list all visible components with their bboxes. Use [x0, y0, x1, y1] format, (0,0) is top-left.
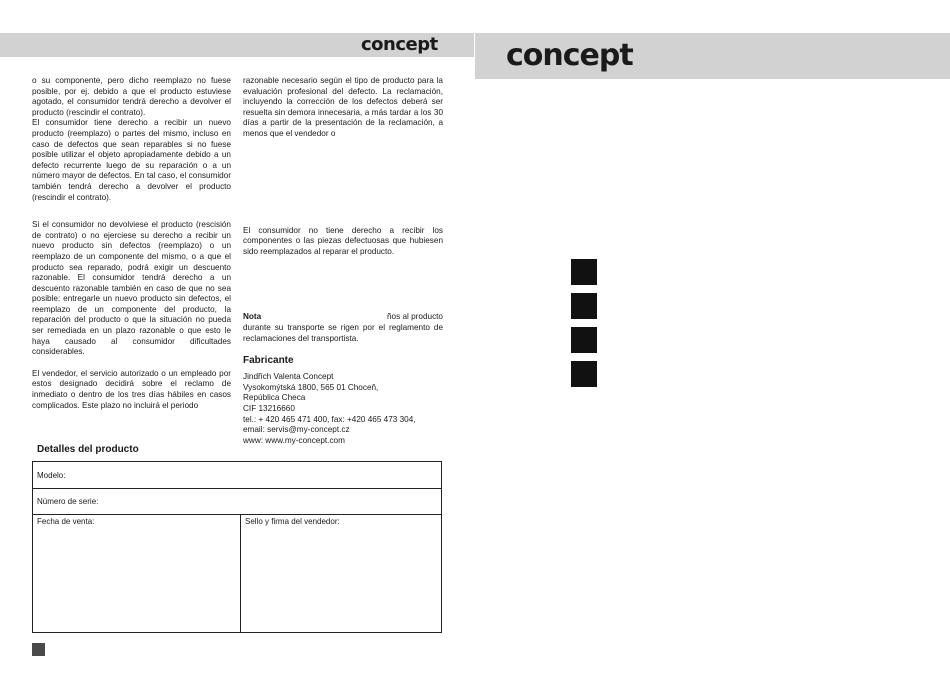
sale-stamp-row: [33, 514, 441, 633]
note-line: [243, 312, 443, 323]
address-line: República Checa: [243, 393, 306, 403]
paragraph: razonable necesario según el tipo de producto para la evaluación profesional del defecto. La reclamación, incluyendo la corrección de los defectos deberá ser resuelta sin demora innecesaria, a más tardar a los 30 días a partir de la presentación de la reclamación, a menos que el vendedor o: [243, 76, 443, 138]
black-square-3: [571, 327, 597, 353]
product-details-form: [32, 461, 442, 633]
seller-stamp-label: Sello y firma del vendedor:: [245, 517, 340, 526]
sale-date-label: Fecha de venta:: [37, 517, 95, 526]
black-square-4: [571, 361, 597, 387]
note-label: Nota: [243, 312, 262, 322]
black-square-1: [571, 259, 597, 285]
address-line: www: www.my-concept.com: [243, 435, 345, 445]
concept-logo-small: concept: [361, 34, 438, 55]
paragraph: durante su transporte se rigen por el reglamento de reclamaciones del transportista.: [243, 322, 443, 343]
model-field[interactable]: [33, 462, 441, 489]
address-line: email: servis@my-concept.cz: [243, 425, 350, 435]
divider: [240, 514, 241, 633]
manufacturer-address: [243, 372, 443, 446]
black-square-2: [571, 293, 597, 319]
address-line: Jindřich Valenta Concept: [243, 372, 334, 382]
paragraph: Si el consumidor no devolviese el producto (rescisión de contrato) o no ejerciese su derecho a recibir un nuevo producto sin defectos (reemplazo) o un reemplazo de un componente del mismo, o a que el producto sea reparado, podrá exigir un descuento razonable. El consumidor tendrá derecho a un descuento razonable también en caso de que no sea posible: entregarle un nuevo producto sin defectos, el reemplazo de un componente del producto, la reparación del producto o que la situación no pueda ser remediada en un plazo razonable o que esto le haya causado al consumidor dificultades considerables.: [32, 220, 231, 357]
paragraph: El consumidor tiene derecho a recibir un nuevo producto (reemplazo) o partes del mismo, incluso en caso de defectos que sean reparables si no fuese posible utilizar el objeto apropiadamente debido a un defecto recurrente luego de su reparación o a un número mayor de defectos. En tal caso, el consumidor también tendrá derecho a devolver el producto (rescindir el contrato).: [32, 118, 231, 202]
paragraph: El vendedor, el servicio autorizado o un empleado por estos designado decidirá sobre el reclamo de inmediato o dentro de los tres días hábiles en casos complicados. Este plazo no incluirá el periodo: [32, 368, 231, 410]
address-line: Vysokomýtská 1800, 565 01 Choceň,: [243, 382, 379, 392]
note-tail: ños al producto: [387, 312, 443, 322]
serial-number-field[interactable]: [33, 488, 441, 515]
product-details-title: Detalles del producto: [37, 444, 139, 455]
concept-logo-large: concept: [506, 38, 633, 73]
page-marker-square: [32, 643, 45, 656]
address-line: CIF 13216660: [243, 403, 295, 413]
serial-number-label: Número de serie:: [37, 497, 99, 506]
paragraph: o su componente, pero dicho reemplazo no fuese posible, por ej. debido a que el producto estuviese agotado, el consumidor tendrá derecho a devolver el producto (rescindir el contrato).: [32, 76, 231, 117]
model-label: Modelo:: [37, 471, 66, 480]
manufacturer-heading: Fabricante: [243, 355, 294, 367]
text-column-right: [243, 76, 443, 446]
paragraph: El consumidor no tiene derecho a recibir los componentes o las piezas defectuosas que hubiesen sido reemplazados al reparar el producto.: [243, 225, 443, 256]
address-line: tel.: + 420 465 471 400, fax: +420 465 473 304,: [243, 414, 416, 424]
text-column-left: [32, 76, 231, 411]
